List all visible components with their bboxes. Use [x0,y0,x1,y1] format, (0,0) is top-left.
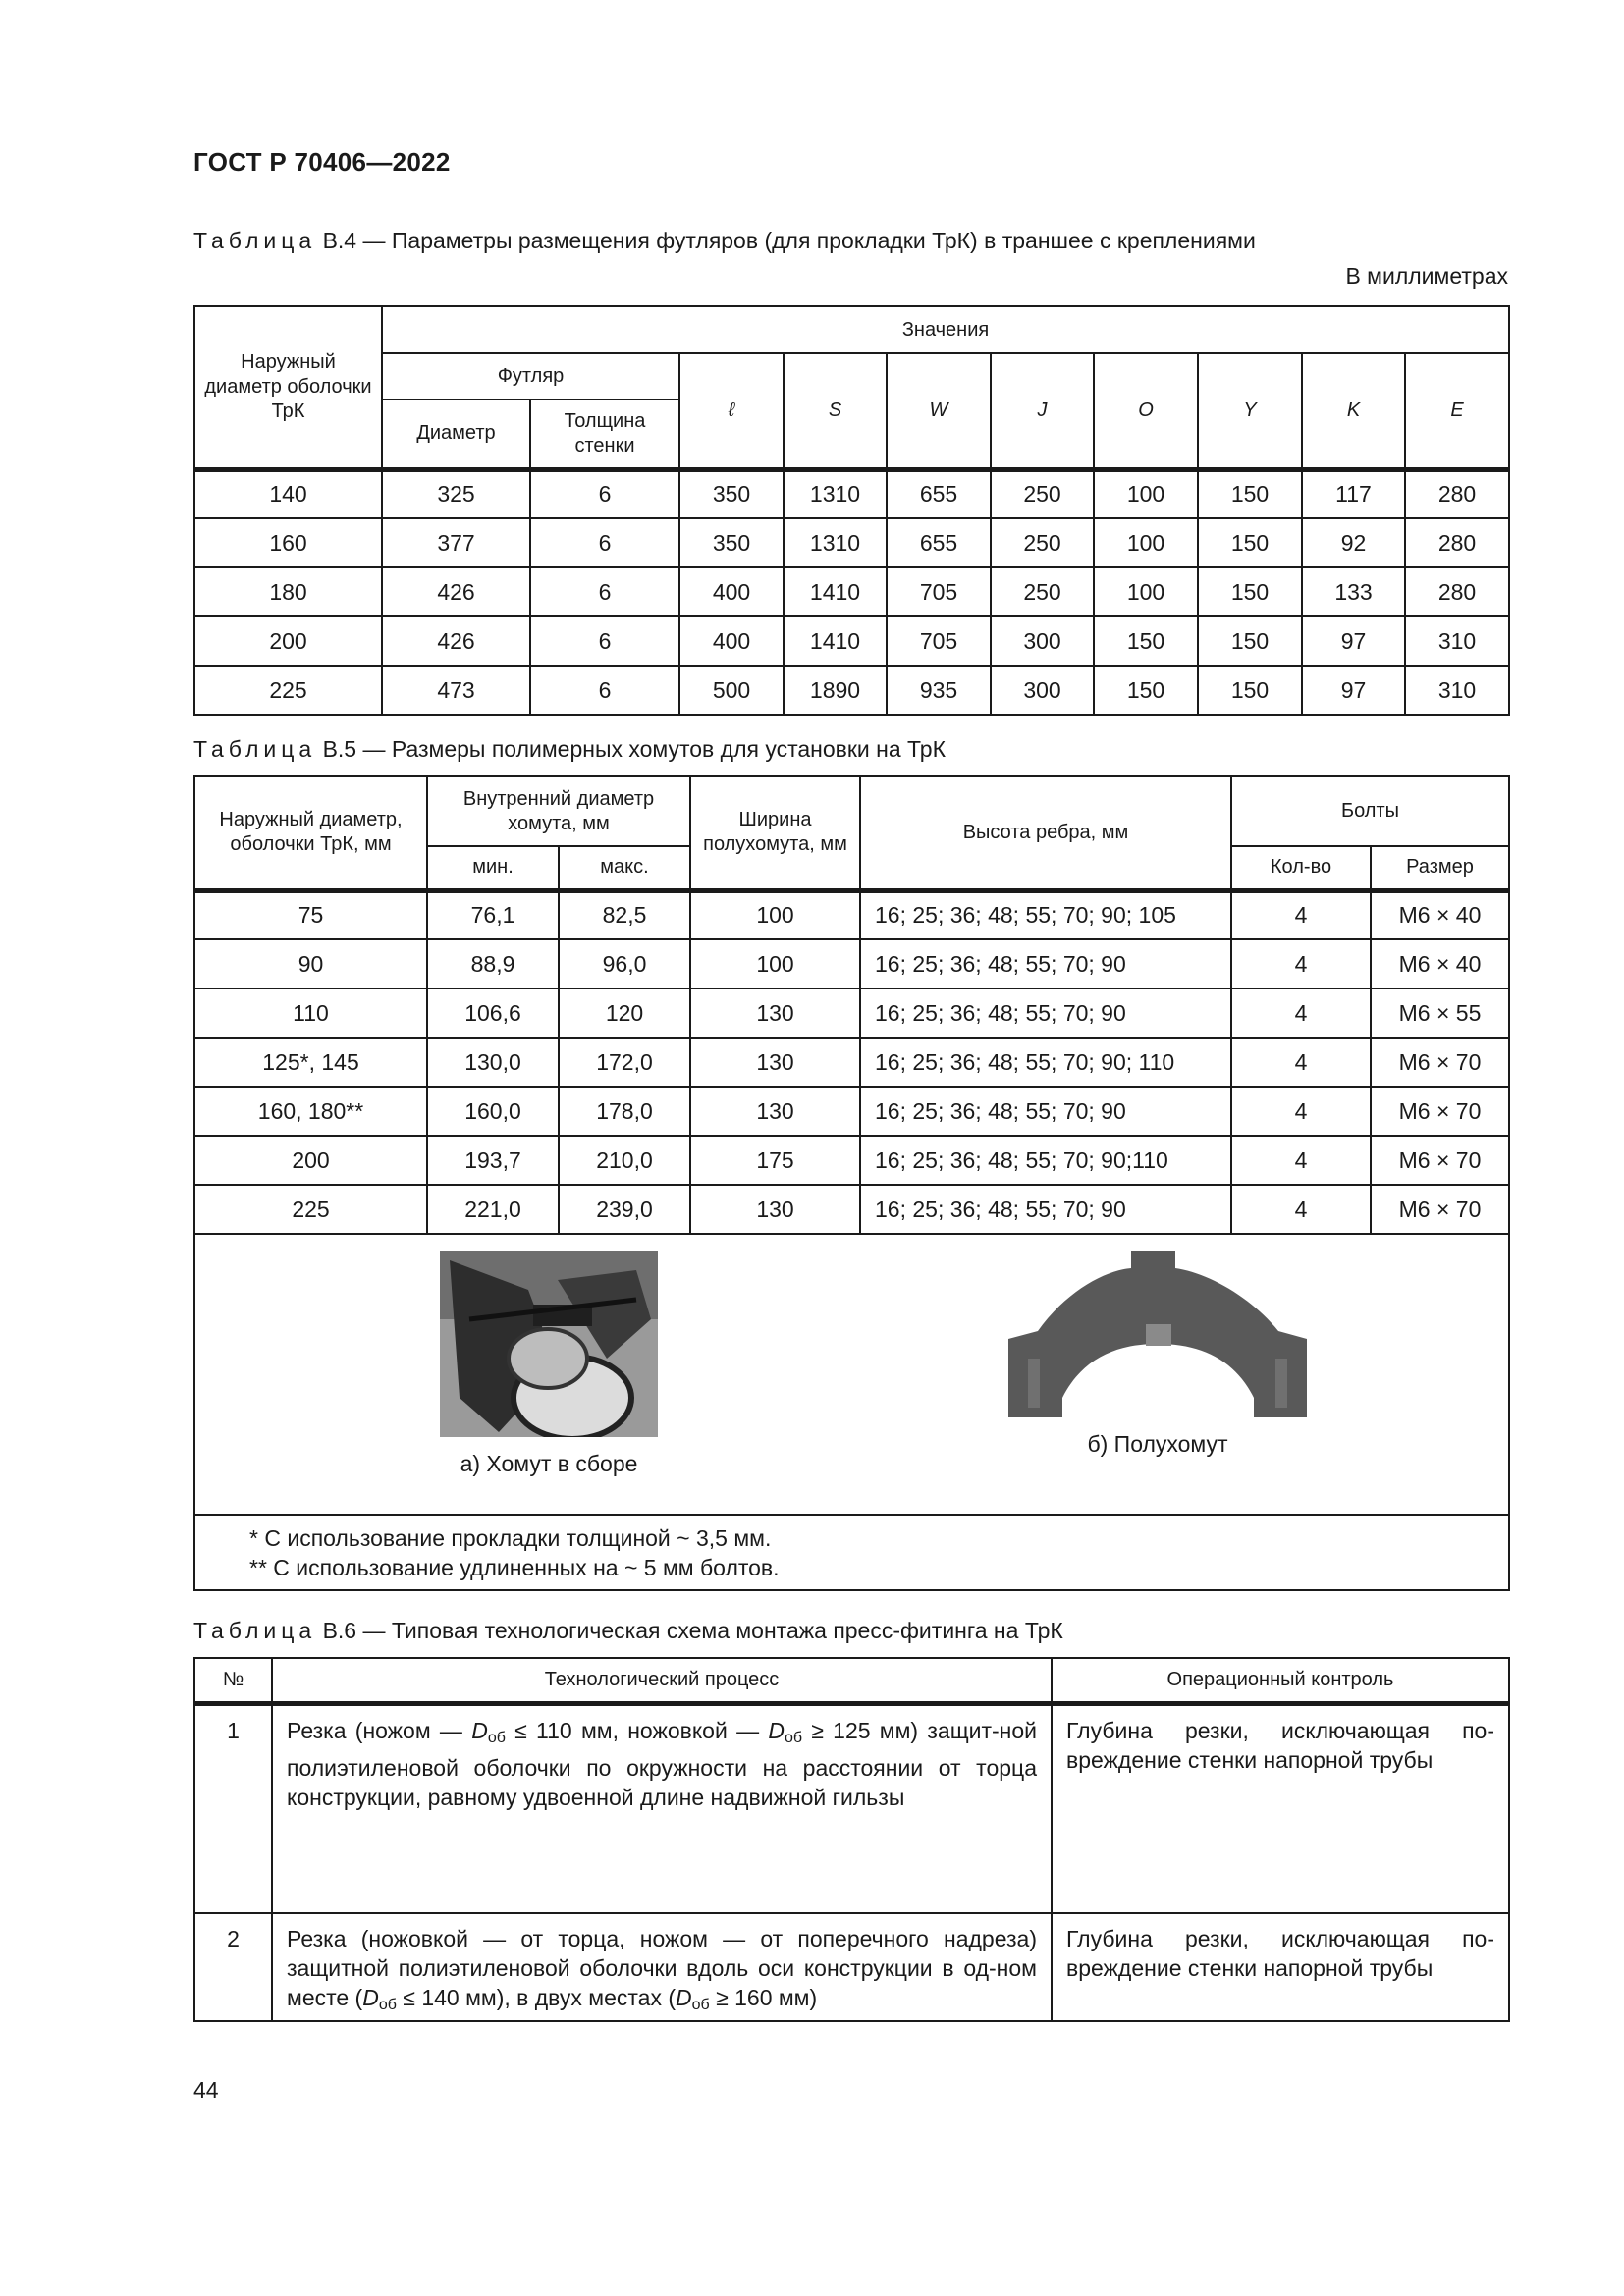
cell: 350 [679,469,784,518]
cell: 16; 25; 36; 48; 55; 70; 90;110 [860,1136,1231,1185]
cell: 130 [690,1087,860,1136]
cell: 6 [530,567,679,616]
cell: 6 [530,666,679,715]
cell: 325 [382,469,530,518]
cell: 130 [690,988,860,1038]
cell: 4 [1231,988,1371,1038]
cell: 88,9 [427,939,559,988]
cell: 225 [194,666,382,715]
cell: 310 [1405,666,1509,715]
half-clamp-image [1008,1251,1307,1417]
table-row [194,988,1509,1038]
cell: 4 [1231,890,1371,939]
cell: 150 [1198,518,1302,567]
header-outer-diameter: Наружный диаметр, оболочки ТрК, мм [194,776,427,890]
cell: М6 × 40 [1371,890,1509,939]
cell: 100 [690,939,860,988]
table-row [194,616,1509,666]
cell: 6 [530,616,679,666]
cell: 310 [1405,616,1509,666]
text-run: ≤ 140 мм), в двух местах ( [396,1985,677,2010]
cell: 100 [690,890,860,939]
cell: 935 [887,666,991,715]
cell: 160 [194,518,382,567]
header-case: Футляр [382,353,679,400]
note-1: * С использование прокладки толщиной ~ 3,5 мм. [249,1524,772,1551]
cell: М6 × 70 [1371,1087,1509,1136]
header-w: W [887,353,991,469]
table-row [194,939,1509,988]
cell: 350 [679,518,784,567]
table-b6 [193,1657,1510,2022]
cell: М6 × 40 [1371,939,1509,988]
cell: 1410 [784,616,887,666]
header-width: Ширина полухомута, мм [690,776,860,890]
table-b6-caption [193,1618,1063,1644]
symbol-d: D [676,1985,692,2010]
text-run: ≥ 160 мм) [709,1985,818,2010]
cell: М6 × 70 [1371,1136,1509,1185]
header-process: Технологический процесс [272,1658,1052,1703]
cell: 130 [690,1185,860,1234]
header-l: ℓ [679,353,784,469]
symbol-d: D [471,1717,488,1743]
cell: 225 [194,1185,427,1234]
table-row [194,518,1509,567]
table-b5 [193,775,1510,1591]
caption-word: Таблица [193,1618,317,1643]
cell: 210,0 [559,1136,690,1185]
header-control: Операционный контроль [1052,1658,1509,1703]
cell: 16; 25; 36; 48; 55; 70; 90 [860,988,1231,1038]
cell: 4 [1231,1038,1371,1087]
cell: 175 [690,1136,860,1185]
header-wall: Толщина стенки [530,400,679,469]
cell: 150 [1198,666,1302,715]
header-min: мин. [427,846,559,890]
cell: 120 [559,988,690,1038]
cell: 1410 [784,567,887,616]
figure-half [1001,1251,1315,1458]
cell: 200 [194,1136,427,1185]
table-row [194,666,1509,715]
cell: 160, 180** [194,1087,427,1136]
cell: 90 [194,939,427,988]
cell: 97 [1302,616,1405,666]
cell: 150 [1198,567,1302,616]
table-row [194,1038,1509,1087]
cell: 655 [887,518,991,567]
cell: 150 [1198,616,1302,666]
header-o: O [1094,353,1198,469]
cell: 100 [1094,567,1198,616]
cell: 160,0 [427,1087,559,1136]
header-inner-diameter: Внутренний диаметр хомута, мм [427,776,690,846]
cell: 4 [1231,1087,1371,1136]
subscript: об [378,1997,397,2013]
cell: 117 [1302,469,1405,518]
cell: 400 [679,567,784,616]
cell: 426 [382,616,530,666]
step-process [272,1913,1052,2021]
subscript: об [784,1729,803,1746]
cell: 400 [679,616,784,666]
figure-caption-b: б) Полухомут [1087,1431,1228,1457]
step-control: Глубина резки, исключающая по-вреждение стенки напорной трубы [1052,1913,1509,2021]
cell: М6 × 55 [1371,988,1509,1038]
cell: 6 [530,518,679,567]
cell: 300 [991,616,1094,666]
cell: 92 [1302,518,1405,567]
subscript: об [691,1997,710,2013]
cell: 300 [991,666,1094,715]
cell: 100 [1094,469,1198,518]
table-notes [194,1515,1509,1590]
cell: 16; 25; 36; 48; 55; 70; 90 [860,939,1231,988]
cell: 97 [1302,666,1405,715]
cell: 106,6 [427,988,559,1038]
cell: 193,7 [427,1136,559,1185]
cell: 473 [382,666,530,715]
cell: 75 [194,890,427,939]
cell: 239,0 [559,1185,690,1234]
cell: 4 [1231,1136,1371,1185]
header-bolt-size: Размер [1371,846,1509,890]
header-e: E [1405,353,1509,469]
note-2: ** С использование удлиненных на ~ 5 мм болтов. [249,1554,780,1580]
cell: М6 × 70 [1371,1185,1509,1234]
cell: 16; 25; 36; 48; 55; 70; 90 [860,1185,1231,1234]
table-row [194,1087,1509,1136]
table-row [194,890,1509,939]
cell: 250 [991,518,1094,567]
cell: 172,0 [559,1038,690,1087]
table-row [194,469,1509,518]
table-row [194,1913,1509,2021]
table-row [194,1703,1509,1913]
step-number: 2 [194,1913,272,2021]
subscript: об [487,1729,506,1746]
cell: 280 [1405,567,1509,616]
text-run: Резка (ножом — [287,1717,472,1743]
cell: 140 [194,469,382,518]
table-row [194,1136,1509,1185]
cell: 16; 25; 36; 48; 55; 70; 90; 105 [860,890,1231,939]
table-row [194,1185,1509,1234]
cell: 426 [382,567,530,616]
cell: 100 [1094,518,1198,567]
figure-assembled [402,1251,696,1477]
cell: 705 [887,567,991,616]
cell: 1310 [784,469,887,518]
step-number: 1 [194,1703,272,1913]
cell: 96,0 [559,939,690,988]
header-s: S [784,353,887,469]
cell: 221,0 [427,1185,559,1234]
figure-cell [194,1234,1509,1515]
page-number: 44 [193,2077,219,2103]
cell: 377 [382,518,530,567]
figure-caption-a: а) Хомут в сборе [460,1451,638,1476]
table-b4 [193,305,1510,716]
cell: 110 [194,988,427,1038]
cell: 125*, 145 [194,1038,427,1087]
header-j: J [991,353,1094,469]
header-values: Значения [382,306,1509,353]
cell: М6 × 70 [1371,1038,1509,1087]
document-code: ГОСТ Р 70406—2022 [193,147,451,177]
step-process [272,1703,1052,1913]
cell: 178,0 [559,1087,690,1136]
cell: 130,0 [427,1038,559,1087]
cell: 250 [991,567,1094,616]
header-num: № [194,1658,272,1703]
header-k: K [1302,353,1405,469]
cell: 200 [194,616,382,666]
units-note: В миллиметрах [1345,263,1508,289]
clamp-assembly-image [440,1251,658,1437]
cell: 150 [1094,666,1198,715]
cell: 1310 [784,518,887,567]
caption-text: В.4 — Параметры размещения футляров (для прокладки ТрК) в траншее с креплениями [322,228,1256,253]
cell: 4 [1231,939,1371,988]
text-run: Резка (ножовкой — от торца, ножом — от поперечного надреза) защитной полиэтиленовой оболочки вдоль оси конструкции в од-ном месте ( [287,1926,1037,2010]
cell: 1890 [784,666,887,715]
header-diameter: Диаметр [382,400,530,469]
cell: 133 [1302,567,1405,616]
cell: 280 [1405,518,1509,567]
cell: 500 [679,666,784,715]
cell: 16; 25; 36; 48; 55; 70; 90 [860,1087,1231,1136]
header-rib-height: Высота ребра, мм [860,776,1231,890]
text-run: ≤ 110 мм, ножовкой — [505,1717,769,1743]
caption-word: Таблица [193,228,317,253]
header-outer-diameter: Наружный диаметр оболочки ТрК [194,306,382,469]
cell: 655 [887,469,991,518]
table-row [194,567,1509,616]
header-max: макс. [559,846,690,890]
caption-text: В.5 — Размеры полимерных хомутов для установки на ТрК [322,736,946,762]
cell: 16; 25; 36; 48; 55; 70; 90; 110 [860,1038,1231,1087]
table-b5-caption [193,736,946,763]
caption-text: В.6 — Типовая технологическая схема монтажа пресс-фитинга на ТрК [322,1618,1063,1643]
cell: 4 [1231,1185,1371,1234]
text-run: ≥ 125 мм) защит-ной полиэтиленовой оболочки по окружности на расстоянии от торца конструкции, равному удвоенной длине надвижной гильзы [287,1717,1037,1810]
cell: 705 [887,616,991,666]
cell: 280 [1405,469,1509,518]
cell: 76,1 [427,890,559,939]
cell: 180 [194,567,382,616]
cell: 250 [991,469,1094,518]
symbol-d: D [768,1717,785,1743]
cell: 6 [530,469,679,518]
cell: 150 [1198,469,1302,518]
table-b4-caption [193,228,1256,254]
step-control: Глубина резки, исключающая по-вреждение стенки напорной трубы [1052,1703,1509,1913]
cell: 130 [690,1038,860,1087]
caption-word: Таблица [193,736,317,762]
header-y: Y [1198,353,1302,469]
symbol-d: D [362,1985,379,2010]
header-bolt-count: Кол-во [1231,846,1371,890]
cell: 150 [1094,616,1198,666]
header-bolts: Болты [1231,776,1509,846]
cell: 82,5 [559,890,690,939]
